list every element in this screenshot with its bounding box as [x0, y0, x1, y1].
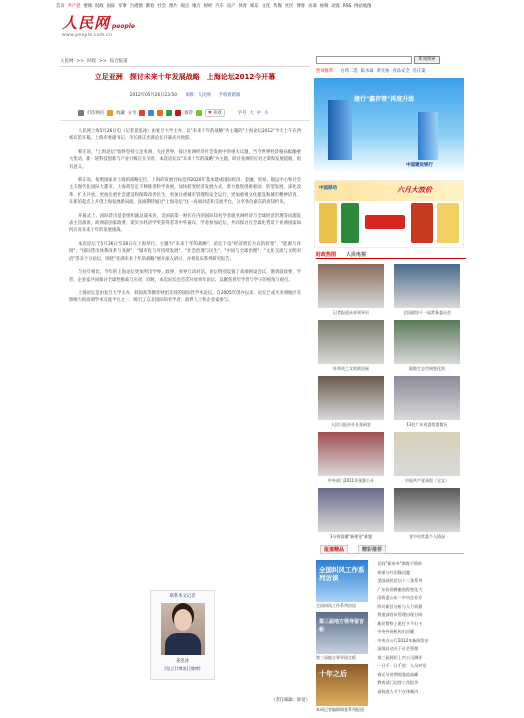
news-photo[interactable]: [394, 376, 460, 420]
photo-item[interactable]: [318, 432, 384, 484]
tab-people-tv[interactable]: 人民电视: [346, 251, 367, 258]
tab-featured-reports[interactable]: 报道精品: [320, 545, 348, 554]
news-list-item[interactable]: · 国资委公布二中央企业专: [374, 594, 466, 603]
news-list-item[interactable]: · 深圳启动关于社会管理: [374, 645, 466, 654]
print-button[interactable]: 打印网页: [87, 111, 105, 116]
photo-caption[interactable]: 人民日报社社长张研农: [331, 422, 371, 427]
nav-link[interactable]: 图片: [168, 4, 178, 9]
photo-item[interactable]: [394, 376, 460, 428]
photo-caption[interactable]: 中央部门2011年预算公开: [327, 478, 375, 483]
search-input[interactable]: [316, 56, 412, 64]
font-small-button[interactable]: 小: [263, 111, 269, 116]
mobile-news-link[interactable]: 手机看新闻: [218, 93, 241, 98]
breadcrumb-separator: >>: [76, 58, 85, 64]
feature-box-anticorruption[interactable]: [316, 560, 368, 602]
news-list-item[interactable]: · 胡萧分红旧操问题: [374, 569, 466, 578]
article-paragraph: 上海论坛是由复旦大学主办、韩国高等教育财团支持的国际性学术论坛。自2005年创办以来，论坛已成为亚洲地区有影响力的高端学术交流平台之一，吸引了众多国际知名学者、政界人士和企业家参与。: [69, 290, 301, 304]
news-list-item[interactable]: · 高校选人才不在体制内: [374, 688, 466, 697]
weibo-icon[interactable]: [139, 110, 145, 116]
article-body: [69, 128, 301, 311]
nav-link[interactable]: 共产党: [67, 4, 81, 9]
news-list-item[interactable]: · 新民警察上班打卡不打卡: [374, 620, 466, 629]
article-paragraph: 开幕式上，国际货币基金组织副总裁朱民、美国前第一财长在内的国际知名学者就亚洲经济与全球经济治理等问题发表主旨演讲。欧洲前国家政要、诺贝尔经济学奖获得者等中外嘉宾、学者参加论坛，共同探讨在全球化背景下亚洲国家如何应对未来十年的发展挑战。: [69, 213, 301, 234]
like-button[interactable]: [205, 109, 225, 117]
print-icon: [78, 110, 84, 116]
nav-link[interactable]: 时政: [95, 4, 104, 9]
news-photo[interactable]: [394, 432, 460, 476]
share-label: 分享: [127, 111, 137, 116]
photo-caption[interactable]: 叶剑英之女的故居展: [333, 366, 369, 371]
nav-link[interactable]: 动漫: [331, 4, 340, 9]
share-bar: [78, 108, 310, 118]
kaixin-icon[interactable]: [166, 110, 172, 116]
news-list-item[interactable]: · 铁道部官员管理出现丑闻: [374, 611, 466, 620]
search-button[interactable]: 新闻搜索: [414, 56, 440, 64]
article-meta: [60, 92, 310, 98]
font-size-label: 字号: [237, 111, 247, 116]
feature-caption[interactable]: 全国纠风工作系列访谈: [316, 603, 356, 608]
hot-word-link[interactable]: 台湾二选: [340, 69, 358, 74]
photo-caption[interactable]: 陆地生态空间变化图: [409, 366, 445, 371]
reporter-box-title: 联系本文记者: [169, 594, 196, 599]
nav-link[interactable]: 社会: [157, 4, 166, 9]
news-list-item[interactable]: · 广东投资蜂蜜流程变化大: [374, 586, 466, 595]
nav-link[interactable]: 网站地图: [354, 4, 372, 9]
building-graphic: [328, 100, 352, 160]
breadcrumb-link[interactable]: 综合报道: [109, 59, 128, 64]
news-photo[interactable]: [318, 488, 384, 532]
font-large-button[interactable]: 大: [249, 111, 254, 116]
logo-cn: 人民网: [62, 14, 111, 32]
star-icon: [107, 110, 113, 116]
news-photo[interactable]: [394, 320, 460, 364]
news-list-item[interactable]: · 民间"新冰冬"调查不简单: [374, 560, 466, 569]
news-photo[interactable]: [394, 264, 460, 308]
news-photo[interactable]: [318, 320, 384, 364]
hot-word-link[interactable]: 黄光裕: [376, 69, 390, 74]
nav-link[interactable]: 体育: [238, 4, 248, 9]
publish-date: 2012年05月26日23:50: [129, 93, 177, 98]
nav-link[interactable]: 社区: [284, 4, 294, 9]
news-list-item[interactable]: · 中央外资机构出问题: [374, 628, 466, 637]
reporter-photo: [161, 603, 205, 655]
news-list: [374, 560, 466, 696]
nav-link[interactable]: 传媒: [273, 4, 282, 9]
save-button[interactable]: 收藏: [116, 111, 125, 116]
nav-link[interactable]: 国际: [106, 4, 116, 9]
ad-banner-bg: [315, 181, 464, 201]
logo-url: www.people.com.cn: [62, 33, 113, 38]
politics-photos-section: [316, 250, 466, 259]
logo-en: people: [112, 23, 135, 30]
article-paragraph: 韩正说，按照国家对上海的战略定位，上海的发展目标是到2020年基本建成国际经济、金融、贸易、航运中心和社会主义现代化国际大都市。上海将坚定不移推进科学发展，加快转变经济发展方式，着力推进创新驱动、转型发展，深化改革、扩大开放，更加注重社会建设和保障改善民生，更加注重城市管理和安全运行，更加重视文化建设和城市精神培育，在新的起点上开创上海发展新局面。真诚期待通过"上海论坛"这一高端对话和交流平台，分享各位嘉宾的真知灼见。: [69, 178, 301, 206]
ad-mobile-name: 中国移动: [319, 186, 337, 191]
nav-link[interactable]: 房产: [226, 4, 236, 9]
product-image: [365, 215, 405, 229]
feature-box-text: 十年之后: [319, 670, 347, 678]
photo-caption[interactable]: 记者报道未来领导层: [333, 310, 369, 315]
site-logo[interactable]: [62, 12, 142, 42]
featured-section: [320, 545, 464, 554]
product-image: [411, 203, 433, 243]
hot-words: [316, 68, 466, 74]
photo-item[interactable]: [394, 488, 460, 540]
hot-word-link[interactable]: 肖庄案: [412, 69, 426, 74]
article-paragraph: 韩正说，"上海论坛"始终坚持立足亚洲、关注世界，探讨亚洲经济社会发展中的重大议题，当今世界经济格局酝酿重大变动，新一轮科技创新与产业升级正在孕育，本次论坛以"未来十年的战略"为主题，研讨亚洲的应对之策和发展道路，很有意义。: [69, 149, 301, 170]
photo-grid: [316, 262, 466, 542]
news-list-item[interactable]: · 春运节省期间客流高峰: [374, 671, 466, 680]
plus-icon[interactable]: [196, 110, 202, 116]
responsible-editor: （责任编辑：耿宽）: [271, 698, 310, 703]
tab-politics-photos[interactable]: 时政热图: [316, 251, 337, 258]
article-paragraph: 与往年相比，今年的上海论坛更加突出学界、政界、业界互动对话。论坛特别设置了高端圆桌会议，邀请前政要、学者、企业家共同探讨全球性挑战与应对，同时，本次论坛还首次开放青年论坛，以聚焦青年学者与学子的视角与观点。: [69, 270, 301, 283]
reporter-links[interactable]: [留言] [博客] [微博]: [164, 666, 201, 671]
tab-recommended[interactable]: 精彩推荐: [358, 545, 386, 554]
photo-caption[interactable]: 13位广东省委常委简历: [406, 422, 448, 427]
heart-icon: ♥: [207, 111, 212, 116]
ad-promo-text: 六月大放价: [397, 186, 432, 194]
news-photo[interactable]: [318, 432, 384, 476]
photo-item[interactable]: [318, 320, 384, 372]
reporter-box: [150, 590, 215, 680]
feature-boxes: [316, 560, 368, 716]
breadcrumb: [60, 57, 310, 65]
divider: [60, 66, 310, 67]
feature-caption[interactable]: 本网记者编辑调查系列报道: [316, 707, 364, 712]
feature-caption[interactable]: 第三届地方领导留言板: [316, 655, 356, 660]
ad-slogan: 建行"鑫存管"再度升级: [354, 96, 415, 103]
nav-link[interactable]: 娱乐: [250, 4, 259, 9]
hot-word-link[interactable]: 食品安全: [392, 69, 410, 74]
nav-link[interactable]: RSS: [342, 3, 352, 9]
hot-word-link[interactable]: 陈水扁: [360, 69, 374, 74]
qq-icon[interactable]: [148, 110, 154, 116]
feature-box-text: 第三届地方领导留言板: [319, 619, 365, 633]
reporter-name[interactable]: 姜泓冰: [176, 659, 189, 664]
news-list-item[interactable]: · 第三届阿拉上市公司测评: [374, 654, 466, 663]
nav-link[interactable]: 地方: [192, 4, 201, 9]
news-list-item[interactable]: · 一日千一日千里：人员对话: [374, 662, 466, 671]
news-photo[interactable]: [394, 488, 460, 532]
building-graphic: [418, 112, 438, 160]
article-source[interactable]: 来源：人民网: [184, 93, 211, 98]
article-title: 立足亚洲 探讨未来十年发展战略 上海论坛2012今开幕: [94, 73, 276, 81]
renren-icon[interactable]: [157, 110, 163, 116]
feature-box-leader-board[interactable]: [316, 612, 368, 654]
tweet-button[interactable]: 推荐: [184, 111, 193, 116]
hot-words-label: 热词推荐：: [316, 69, 338, 74]
nav-link[interactable]: 访谈: [308, 4, 317, 9]
like-label: 喜欢: [213, 111, 222, 116]
news-photo[interactable]: [318, 264, 384, 308]
nav-link[interactable]: 军事: [118, 4, 127, 9]
nav-link[interactable]: 教育: [145, 4, 155, 9]
nav-link[interactable]: 财经: [203, 4, 213, 9]
product-image: [341, 203, 359, 243]
nav-link[interactable]: 视频: [319, 4, 329, 9]
font-medium-button[interactable]: 中: [256, 111, 261, 116]
nav-link[interactable]: 文化: [261, 4, 271, 9]
photo-item[interactable]: [318, 264, 384, 316]
news-list-item[interactable]: · 教育部门问答工作报告: [374, 679, 466, 688]
news-list-item[interactable]: · 四川新区分析与人力资源: [374, 603, 466, 612]
ad-bank-name: 中国建设银行: [406, 163, 433, 168]
nav-link[interactable]: 台港澳: [129, 4, 143, 9]
breadcrumb-link[interactable]: 人民网: [60, 59, 74, 64]
breadcrumb-separator: >>: [99, 58, 107, 64]
product-image: [437, 203, 459, 243]
ccb-advertisement[interactable]: [314, 78, 464, 174]
nav-link[interactable]: 观点: [180, 4, 190, 9]
photo-item[interactable]: [318, 376, 384, 428]
section-tabs: [320, 545, 464, 554]
article-paragraph: 人民网上海5月26日电（记者姜泓冰）由复旦大学主办、以"未来十年的战略"为主题的"上海论坛2012"今天上午在西郊宾馆开幕。上海市委副书记、市长韩正出席论坛开幕式并致辞。: [69, 129, 301, 142]
nav-link[interactable]: 汽车: [215, 4, 224, 9]
top-nav: [56, 2, 468, 10]
nav-link[interactable]: 首页: [56, 4, 65, 9]
feature-box-ten-years[interactable]: [316, 664, 368, 706]
photo-item[interactable]: [394, 264, 460, 316]
nav-link[interactable]: 要闻: [83, 4, 93, 9]
photo-caption[interactable]: 中国共产党章程（全文）: [405, 478, 449, 483]
news-list-item[interactable]: · 中央办公厅2012年新闻发布: [374, 637, 466, 646]
news-photo[interactable]: [318, 376, 384, 420]
china-mobile-advertisement[interactable]: [314, 180, 464, 248]
photo-caption[interactable]: 3分钟读懂"新理论"难题: [329, 534, 373, 539]
breadcrumb-link[interactable]: 时政: [87, 59, 97, 64]
photo-caption[interactable]: 党中央常委个人情况: [409, 534, 445, 539]
section-tabs: [316, 250, 466, 259]
nav-link[interactable]: 博客: [296, 4, 306, 9]
divider: [60, 120, 310, 121]
article-paragraph: 本次论坛于5月26日至28日在上海举行。主题为"未来十年的战略"，论坛下设"经济增长方式的转变"、"能源与环境"、"国际货币体系改革与亚洲"、"城市化与可持续发展"、"社会治理与民生"、"中国与全球治理"、"文化交流与文明对话"等多个分论坛，围绕"亚洲未来十年的战略"展开深入研讨，并将发布系列研究报告。: [69, 241, 301, 262]
feature-box-text: 全国纠风工作系列访谈: [319, 566, 365, 582]
photo-item[interactable]: [318, 488, 384, 540]
photo-item[interactable]: [394, 320, 460, 372]
people-weibo-icon[interactable]: [175, 110, 181, 116]
product-image: [319, 203, 337, 243]
news-list-item[interactable]: · 美国网民论坛十三条系列: [374, 577, 466, 586]
photo-caption[interactable]: 全国政协十一届常务委员会: [403, 310, 451, 315]
photo-item[interactable]: [394, 432, 460, 484]
